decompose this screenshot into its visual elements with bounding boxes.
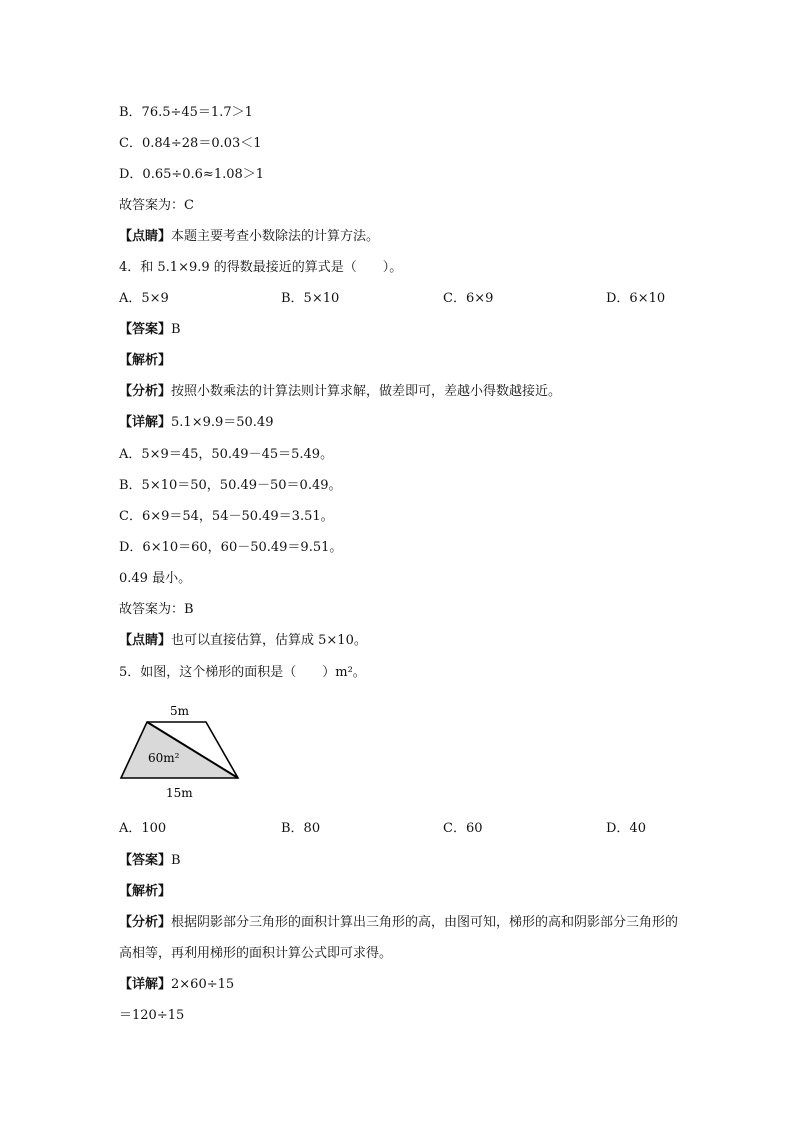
q4-option-d: D．6×10: [606, 291, 666, 306]
fenxi-tag: 【分析】: [119, 915, 172, 930]
answer-tag: 【答案】: [119, 322, 172, 337]
q5-step-2: ＝120÷15: [119, 1008, 185, 1023]
area-label: 60m²: [148, 751, 180, 765]
q5-option-d: D．40: [606, 821, 646, 836]
comment-tag: 【点睛】: [119, 229, 172, 244]
comment-text: 本题主要考查小数除法的计算方法。: [171, 229, 380, 244]
q4-option-c: C．6×9: [443, 291, 494, 306]
q4-step-d: D．6×10＝60，60－50.49＝9.51。: [119, 540, 343, 555]
q3-answer-line: 故答案为：C: [119, 198, 194, 213]
q4-step-a: A．5×9＝45，50.49－45＝5.49。: [119, 447, 334, 462]
q4-answer-line: 故答案为：B: [119, 602, 194, 617]
q4-comment: [119, 632, 367, 650]
xiangjie-text: 5.1×9.9＝50.49: [171, 415, 274, 430]
trapezoid-figure: [112, 696, 252, 804]
xiangjie-tag: 【详解】: [119, 977, 172, 992]
q5-analysis-tag: 【解析】: [119, 884, 172, 899]
top-base-label: 5m: [170, 704, 190, 718]
comment-text: 也可以直接估算，估算成 5×10。: [171, 633, 367, 648]
answer-value: B: [171, 322, 181, 337]
answer-value: B: [171, 853, 181, 868]
q4-step-b: B．5×10＝50，50.49－50＝0.49。: [119, 478, 342, 493]
q5-option-a: A．100: [119, 821, 167, 836]
q5-fenxi: [119, 907, 681, 969]
q5-option-b: B．80: [281, 821, 321, 836]
shaded-triangle: [121, 722, 238, 778]
q4-step-c: C．6×9＝54，54－50.49＝3.51。: [119, 509, 334, 524]
answer-tag: 【答案】: [119, 853, 172, 868]
bottom-base-label: 15m: [166, 786, 193, 800]
q3-comment: [119, 228, 379, 246]
q5-xiangjie: [119, 976, 234, 994]
q3-option-b: B．76.5÷45＝1.7＞1: [119, 105, 253, 120]
q5-stem: 5．如图，这个梯形的面积是（ ）m²。: [119, 665, 366, 680]
q5-answer: [119, 852, 181, 870]
q4-fenxi: [119, 383, 561, 401]
xiangjie-text: 2×60÷15: [171, 977, 235, 992]
q4-option-a: A．5×9: [119, 291, 169, 306]
fenxi-text: 按照小数乘法的计算法则计算求解，做差即可，差越小得数越接近。: [171, 384, 562, 399]
q3-option-c: C．0.84÷28＝0.03＜1: [119, 136, 262, 151]
q4-analysis-tag: 【解析】: [119, 353, 172, 368]
q5-option-c: C．60: [443, 821, 483, 836]
q4-xiangjie: [119, 414, 273, 432]
xiangjie-tag: 【详解】: [119, 415, 172, 430]
fenxi-tag: 【分析】: [119, 384, 172, 399]
q4-stem: 4．和 5.1×9.9 的得数最接近的算式是（ ）。: [119, 260, 403, 275]
q4-answer: [119, 321, 181, 339]
q4-option-b: B．5×10: [281, 291, 340, 306]
q3-option-d: D．0.65÷0.6≈1.08＞1: [119, 167, 265, 182]
comment-tag: 【点睛】: [119, 633, 172, 648]
fenxi-text: 根据阴影部分三角形的面积计算出三角形的高，由图可知，梯形的高和阴影部分三角形的高相等，再利用梯形的面积计算公式即可求得。: [119, 915, 679, 961]
q4-min-line: 0.49 最小。: [119, 571, 192, 586]
